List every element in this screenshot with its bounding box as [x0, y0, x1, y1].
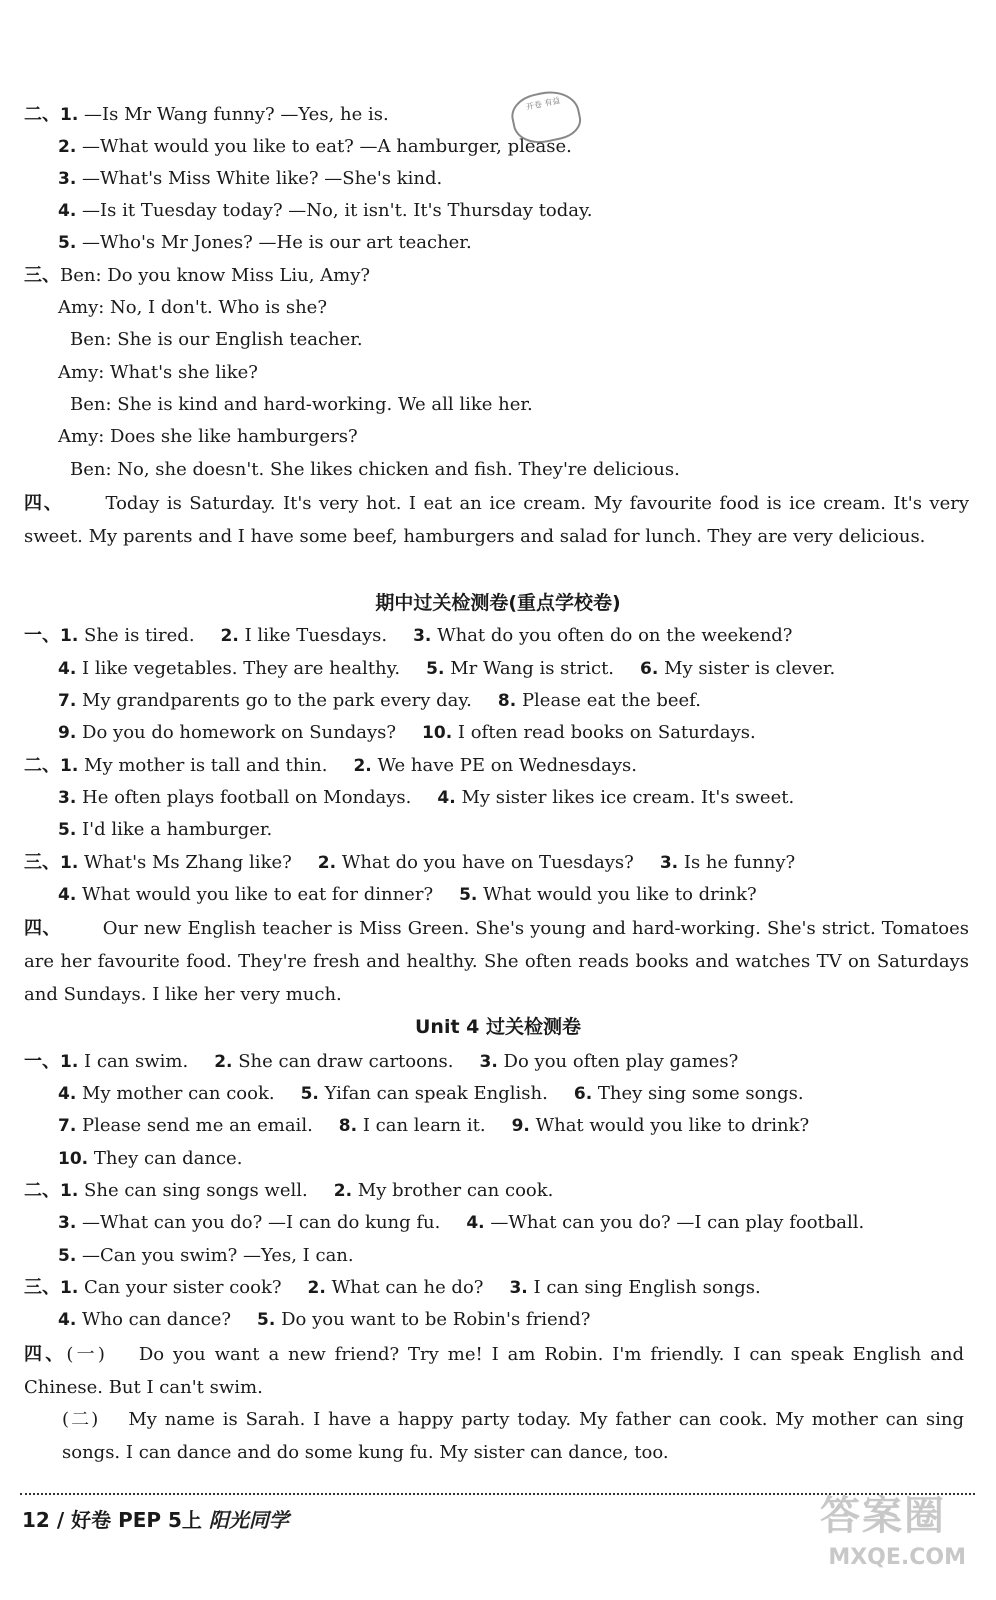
edition: PEP 5上: [118, 1508, 202, 1532]
a-s2-line-4: 4. —Is it Tuesday today? —No, it isn't. It's Thursday today.: [58, 200, 593, 221]
brand-logo: 阳光同学: [208, 1508, 289, 1532]
a-s3-line-7: Ben: No, she doesn't. She likes chicken and fish. They're delicious.: [70, 459, 680, 480]
a-s3-line-4: Amy: What's she like?: [58, 362, 258, 383]
u4-s1-row-2: 4. My mother can cook. 5. Yifan can speak English. 6. They sing some songs.: [58, 1083, 804, 1104]
mid-s1-row-3: 7. My grandparents go to the park every day. 8. Please eat the beef.: [58, 690, 701, 711]
a-s2-line-5: 5. —Who's Mr Jones? —He is our art teacher.: [58, 232, 472, 253]
u4-s4-paragraph-2: (二) My name is Sarah. I have a happy party today. My father can cook. My mother can sing songs. I can dance and do some kung fu. My sister can dance, too.: [62, 1409, 965, 1463]
a-s3-line-6: Amy: Does she like hamburgers?: [58, 426, 358, 447]
mid-s1-row-1: 一、1. She is tired. 2. I like Tuesdays. 3. What do you often do on the weekend?: [24, 625, 793, 646]
u4-s1-row-1: 一、1. I can swim. 2. She can draw cartoons. 3. Do you often play games?: [24, 1051, 739, 1072]
a-s3-line-5: Ben: She is kind and hard-working. We all like her.: [70, 394, 533, 415]
u4-s3-row-1: 三、1. Can your sister cook? 2. What can he do? 3. I can sing English songs.: [24, 1277, 761, 1298]
a-s2-line-3: 3. —What's Miss White like? —She's kind.: [58, 168, 443, 189]
series-name: 好卷: [71, 1508, 112, 1532]
u4-s2-row-1: 二、1. She can sing songs well. 2. My brother can cook.: [24, 1180, 554, 1201]
mid-s4-paragraph: 四、 Our new English teacher is Miss Green. She's young and hard-working. She's strict. Tomatoes are her favourite food. They're fresh and healthy. She often reads books and watches TV on Saturdays and Sundays. I like her very much.: [24, 918, 970, 1005]
mid-s3-row-1: 三、1. What's Ms Zhang like? 2. What do you have on Tuesdays? 3. Is he funny?: [24, 852, 796, 873]
mid-s3-row-2: 4. What would you like to eat for dinner? 5. What would you like to drink?: [58, 884, 757, 905]
a-s3-line-3: Ben: She is our English teacher.: [70, 329, 363, 350]
unit4-heading: Unit 4 过关检测卷: [415, 1016, 581, 1038]
u4-s4-paragraph-1: 四、(一) Do you want a new friend? Try me! I am Robin. I'm friendly. I can speak English and Chinese. But I can't swim.: [24, 1344, 965, 1398]
u4-s2-row-3: 5. —Can you swim? —Yes, I can.: [58, 1245, 354, 1266]
page-number: 12: [22, 1508, 50, 1532]
u4-s3-row-2: 4. Who can dance? 5. Do you want to be Robin's friend?: [58, 1309, 591, 1330]
mid-s2-row-3: 5. I'd like a hamburger.: [58, 819, 273, 840]
a-s2-line-1: 二、1. —Is Mr Wang funny? —Yes, he is.: [24, 104, 389, 125]
a-s4-paragraph: 四、 Today is Saturday. It's very hot. I eat an ice cream. My favourite food is ice cream. It's very sweet. My parents and I have some beef, hamburgers and salad for lunch. They are very delicious.: [24, 493, 969, 547]
mid-s2-row-1: 二、1. My mother is tall and thin. 2. We have PE on Wednesdays.: [24, 755, 637, 776]
stamp-seal: 开卷 有益: [508, 85, 585, 148]
page-footer: 12 / 好卷 PEP 5上 阳光同学: [22, 1508, 289, 1532]
site-watermark: 答案圈 MXQE.COM: [820, 1493, 966, 1570]
u4-s1-row-3: 7. Please send me an email. 8. I can learn it. 9. What would you like to drink?: [58, 1115, 810, 1136]
u4-s2-row-2: 3. —What can you do? —I can do kung fu. 4. —What can you do? —I can play football.: [58, 1212, 865, 1233]
a-s3-line-1: 三、Ben: Do you know Miss Liu, Amy?: [24, 265, 371, 286]
mid-s2-row-2: 3. He often plays football on Mondays. 4. My sister likes ice cream. It's sweet.: [58, 787, 795, 808]
midterm-heading: 期中过关检测卷(重点学校卷): [375, 592, 621, 614]
a-s2-line-2: 2. —What would you like to eat? —A hamburger, please.: [58, 136, 572, 157]
mid-s1-row-2: 4. I like vegetables. They are healthy. 5. Mr Wang is strict. 6. My sister is clever.: [58, 658, 836, 679]
mid-s1-row-4: 9. Do you do homework on Sundays? 10. I often read books on Saturdays.: [58, 722, 756, 743]
u4-s1-row-4: 10. They can dance.: [58, 1148, 243, 1169]
a-s3-line-2: Amy: No, I don't. Who is she?: [58, 297, 327, 318]
